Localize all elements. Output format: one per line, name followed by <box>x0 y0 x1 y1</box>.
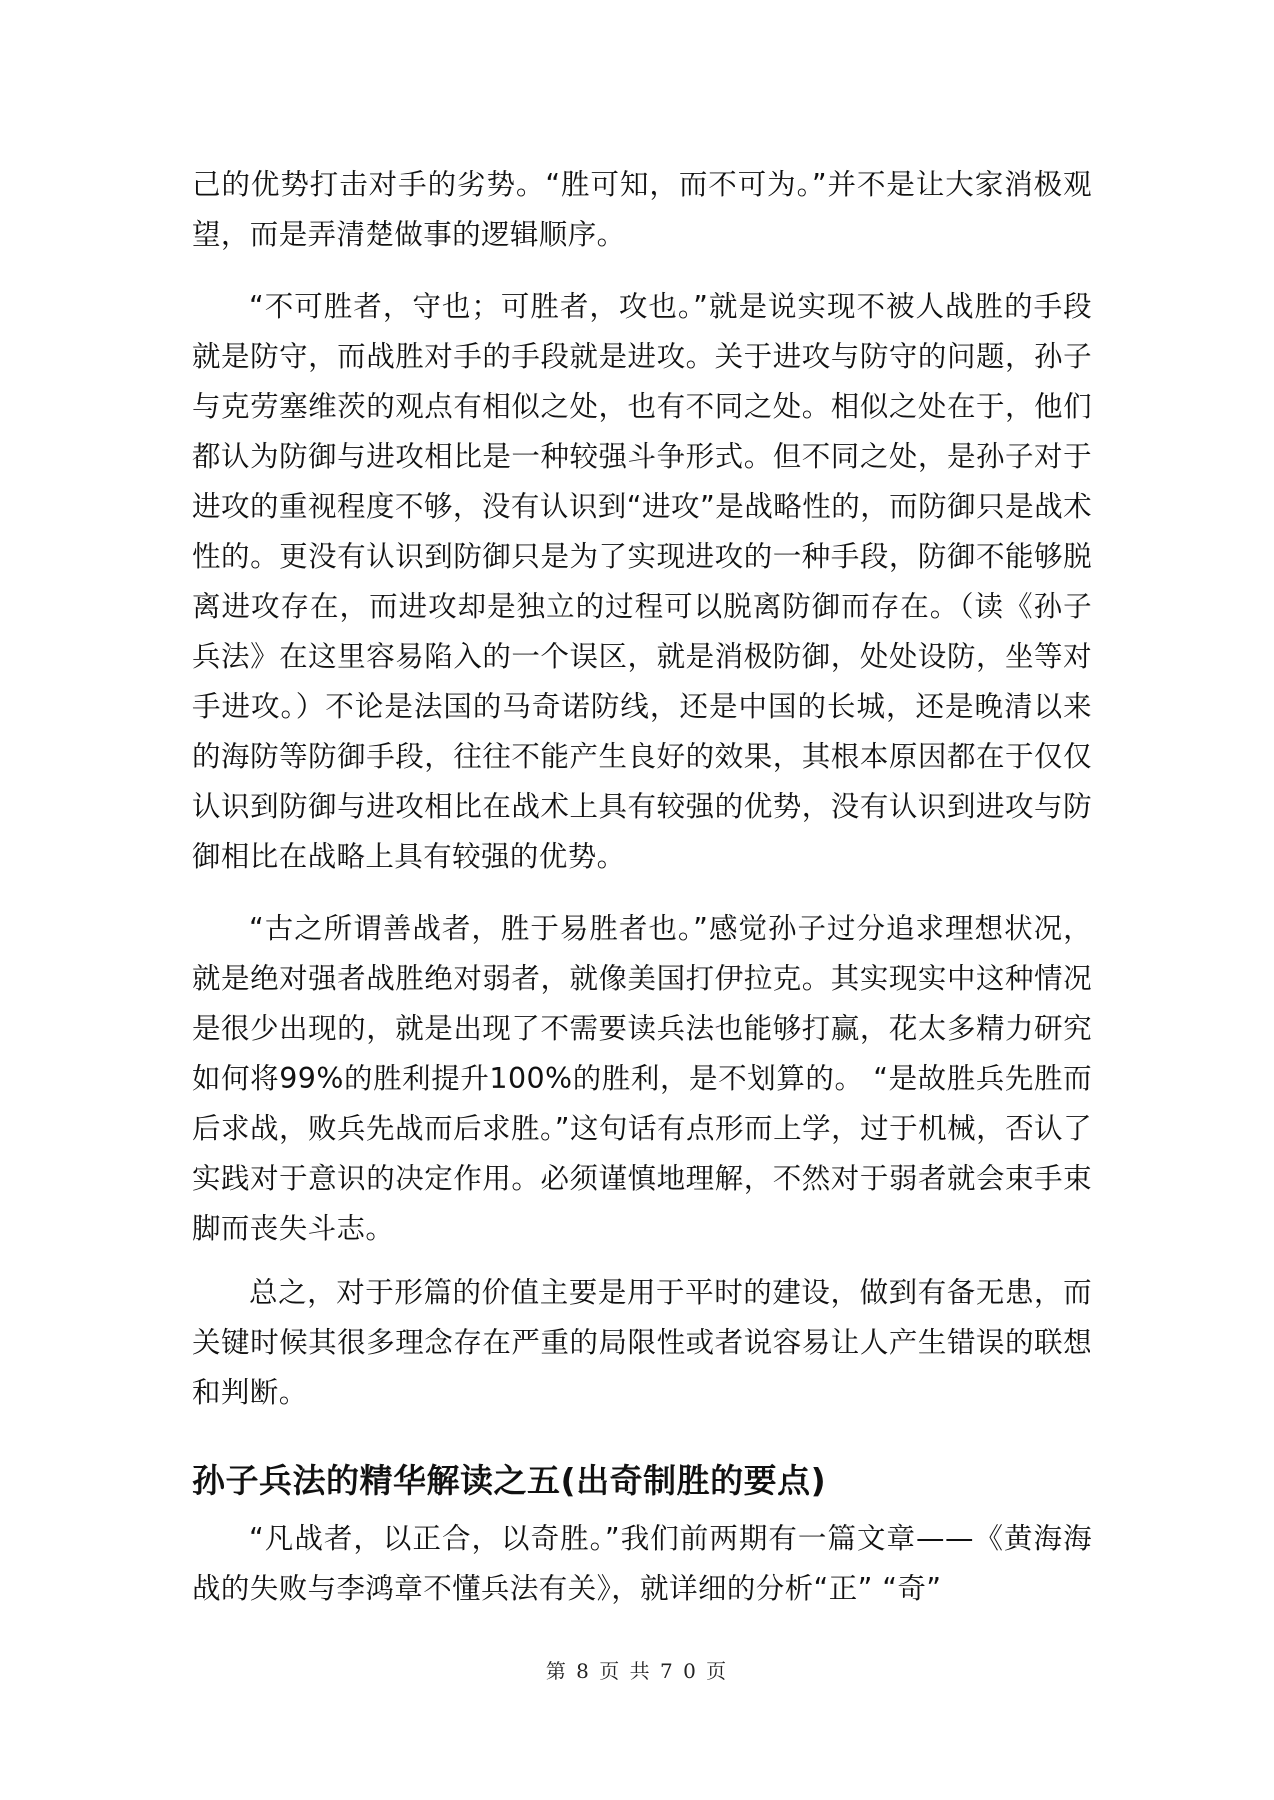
paragraph-5: “凡战者，以正合，以奇胜。”我们前两期有一篇文章——《黄海海战的失败与李鸿章不懂兵法有关》，就详细的分析“正” “奇” <box>192 1522 1092 1605</box>
paragraph-4: 总之，对于形篇的价值主要是用于平时的建设，做到有备无患，而关键时候其很多理念存在严重的局限性或者说容易让人产生错误的联想和判断。 <box>192 1276 1092 1409</box>
paragraph-2: “不可胜者，守也；可胜者，攻也。”就是说实现不被人战胜的手段就是防守，而战胜对手的手段就是进攻。关于进攻与防守的问题，孙子与克劳塞维茨的观点有相似之处，也有不同之处。相似之处在于，他们都认为防御与进攻相比是一种较强斗争形式。但不同之处，是孙子对于进攻的重视程度不够，没有认识到“进攻”是战略性的，而防御只是战术性的。更没有认识到防御只是为了实现进攻的一种手段，防御不能够脱离进攻存在，而进攻却是独立的过程可以脱离防御而存在。（读《孙子兵法》在这里容易陷入的一个误区，就是消极防御，处处设防，坐等对手进攻。）不论是法国的马奇诺防线，还是中国的长城，还是晚清以来的海防等防御手段，往往不能产生良好的效果，其根本原因都在于仅仅认识到防御与进攻相比在战术上具有较强的优势，没有认识到进攻与防御相比在战略上具有较强的优势。 <box>192 290 1092 873</box>
paragraph-1: 己的优势打击对手的劣势。“胜可知，而不可为。”并不是让大家消极观望，而是弄清楚做事的逻辑顺序。 <box>192 168 1092 251</box>
page-content <box>192 160 1092 1614</box>
section-heading: 孙子兵法的精华解读之五(出奇制胜的要点) <box>192 1461 827 1500</box>
paragraph-3: “古之所谓善战者，胜于易胜者也。”感觉孙子过分追求理想状况，就是绝对强者战胜绝对弱者，就像美国打伊拉克。其实现实中这种情况是很少出现的，就是出现了不需要读兵法也能够打赢，花太多精力研究如何将99%的胜利提升100%的胜利，是不划算的。 “是故胜兵先胜而后求战，败兵先战而后求胜。”这句话有点形而上学，过于机械，否认了实践对于意识的决定作用。必须谨慎地理解，不然对于弱者就会束手束脚而丧失斗志。 <box>192 912 1092 1245</box>
page-number-footer: 第 8 页 共 7 0 页 <box>545 1659 729 1683</box>
